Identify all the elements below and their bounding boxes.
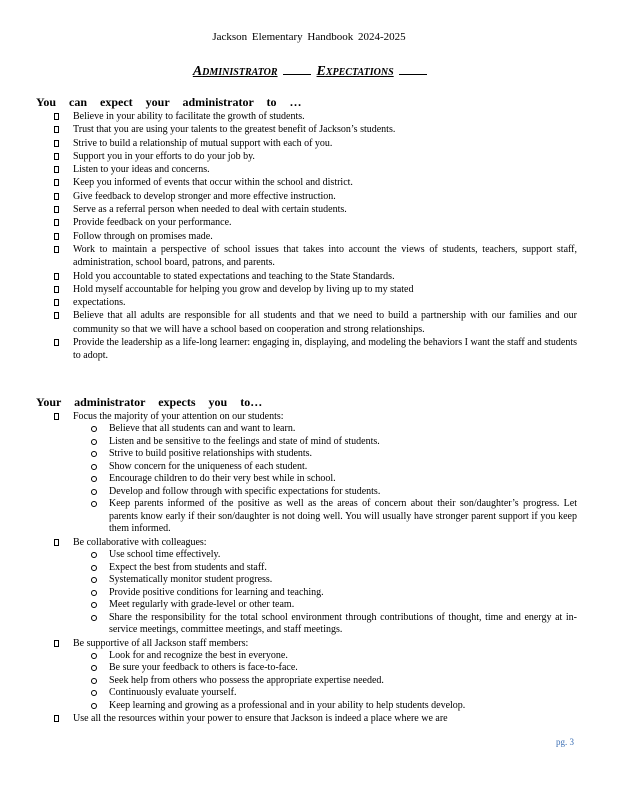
- sub-list-item: Strive to build positive relationships with students.: [89, 448, 577, 461]
- group-label: Be supportive of all Jackson staff members:: [73, 637, 249, 649]
- list-item: Provide feedback on your performance.: [52, 216, 577, 229]
- list-item: expectations.: [52, 296, 577, 309]
- section-2-heading: Your administrator expects you to…: [36, 395, 263, 409]
- sub-list-item: Expect the best from students and staff.: [89, 562, 577, 575]
- sub-list: [73, 423, 577, 536]
- sub-list: [73, 549, 577, 637]
- sub-list-item: Develop and follow through with specific expectations for students.: [89, 486, 577, 499]
- sub-list-item: Encourage children to do their very best while in school.: [89, 473, 577, 486]
- section-1-list: [52, 110, 577, 363]
- sub-list-item: Continuously evaluate yourself.: [89, 687, 577, 700]
- sub-list-item: Use school time effectively.: [89, 549, 577, 562]
- sub-list-item: Show concern for the uniqueness of each student.: [89, 461, 577, 474]
- list-item: Listen to your ideas and concerns.: [52, 163, 577, 176]
- group-label: Use all the resources within your power to ensure that Jackson is indeed a place where we are: [73, 713, 448, 725]
- section-2-list: [52, 410, 577, 726]
- list-item: Provide the leadership as a life-long learner: engaging in, displaying, and modeling the behaviors I want the staff and students to adopt.: [52, 336, 577, 363]
- list-item: Hold you accountable to stated expectations and teaching to the State Standards.: [52, 270, 577, 283]
- title-word-1: Administrator: [192, 64, 278, 79]
- list-item: Keep you informed of events that occur within the school and district.: [52, 176, 577, 189]
- sub-list-item: Look for and recognize the best in everyone.: [89, 650, 577, 663]
- page-number: pg. 3: [556, 737, 574, 747]
- list-item: Follow through on promises made.: [52, 230, 577, 243]
- group-item: [52, 637, 577, 713]
- group-label: Be collaborative with colleagues:: [73, 536, 207, 548]
- list-item: Serve as a referral person when needed to deal with certain students.: [52, 203, 577, 216]
- page-header: Jackson Elementary Handbook 2024-2025: [212, 31, 406, 43]
- sub-list-item: Provide positive conditions for learning and teaching.: [89, 587, 577, 600]
- page-title: [0, 64, 618, 80]
- sub-list-item: Share the responsibility for the total school environment through contributions of thought, time and energy at in-service meetings, committee meetings, and staff meetings.: [89, 612, 577, 637]
- list-item: Hold myself accountable for helping you grow and develop by living up to my stated: [52, 283, 577, 296]
- list-item: Give feedback to develop stronger and more effective instruction.: [52, 190, 577, 203]
- sub-list-item: Meet regularly with grade-level or other team.: [89, 599, 577, 612]
- sub-list-item: Seek help from others who possess the appropriate expertise needed.: [89, 675, 577, 688]
- group-item: [52, 410, 577, 536]
- group-label: Focus the majority of your attention on our students:: [73, 411, 284, 422]
- title-underline-tail: [399, 73, 427, 75]
- sub-list-item: Systematically monitor student progress.: [89, 574, 577, 587]
- group-item: [52, 712, 577, 725]
- list-item: Strive to build a relationship of mutual support with each of you.: [52, 137, 577, 150]
- list-item: Work to maintain a perspective of school issues that takes into account the views of students, teachers, support staff, administration, school board, patrons, and parents.: [52, 243, 577, 270]
- title-underline-gap: [283, 73, 311, 75]
- sub-list-item: Listen and be sensitive to the feelings and state of mind of students.: [89, 436, 577, 449]
- list-item: Believe in your ability to facilitate the growth of students.: [52, 110, 577, 123]
- group-item: [52, 536, 577, 637]
- list-item: Believe that all adults are responsible for all students and that we need to build a partnership with our families and our community so that we will have a school based on cooperation and strong relationships.: [52, 309, 577, 336]
- sub-list-item: Be sure your feedback to others is face-to-face.: [89, 662, 577, 675]
- sub-list-item: Keep learning and growing as a professional and in your ability to help students develop.: [89, 700, 577, 713]
- title-word-2: Expectations: [316, 64, 394, 79]
- section-1-heading: You can expect your administrator to …: [36, 95, 302, 109]
- list-item: Trust that you are using your talents to the greatest benefit of Jackson’s students.: [52, 123, 577, 136]
- sub-list-item: Believe that all students can and want to learn.: [89, 423, 577, 436]
- sub-list: [73, 650, 577, 713]
- sub-list-item: Keep parents informed of the positive as well as the areas of concern about their son/daughter’s progress. Let parents know early if their son/daughter is not doing well. You will usually have stronger parent support if you keep them informed.: [89, 498, 577, 536]
- list-item: Support you in your efforts to do your job by.: [52, 150, 577, 163]
